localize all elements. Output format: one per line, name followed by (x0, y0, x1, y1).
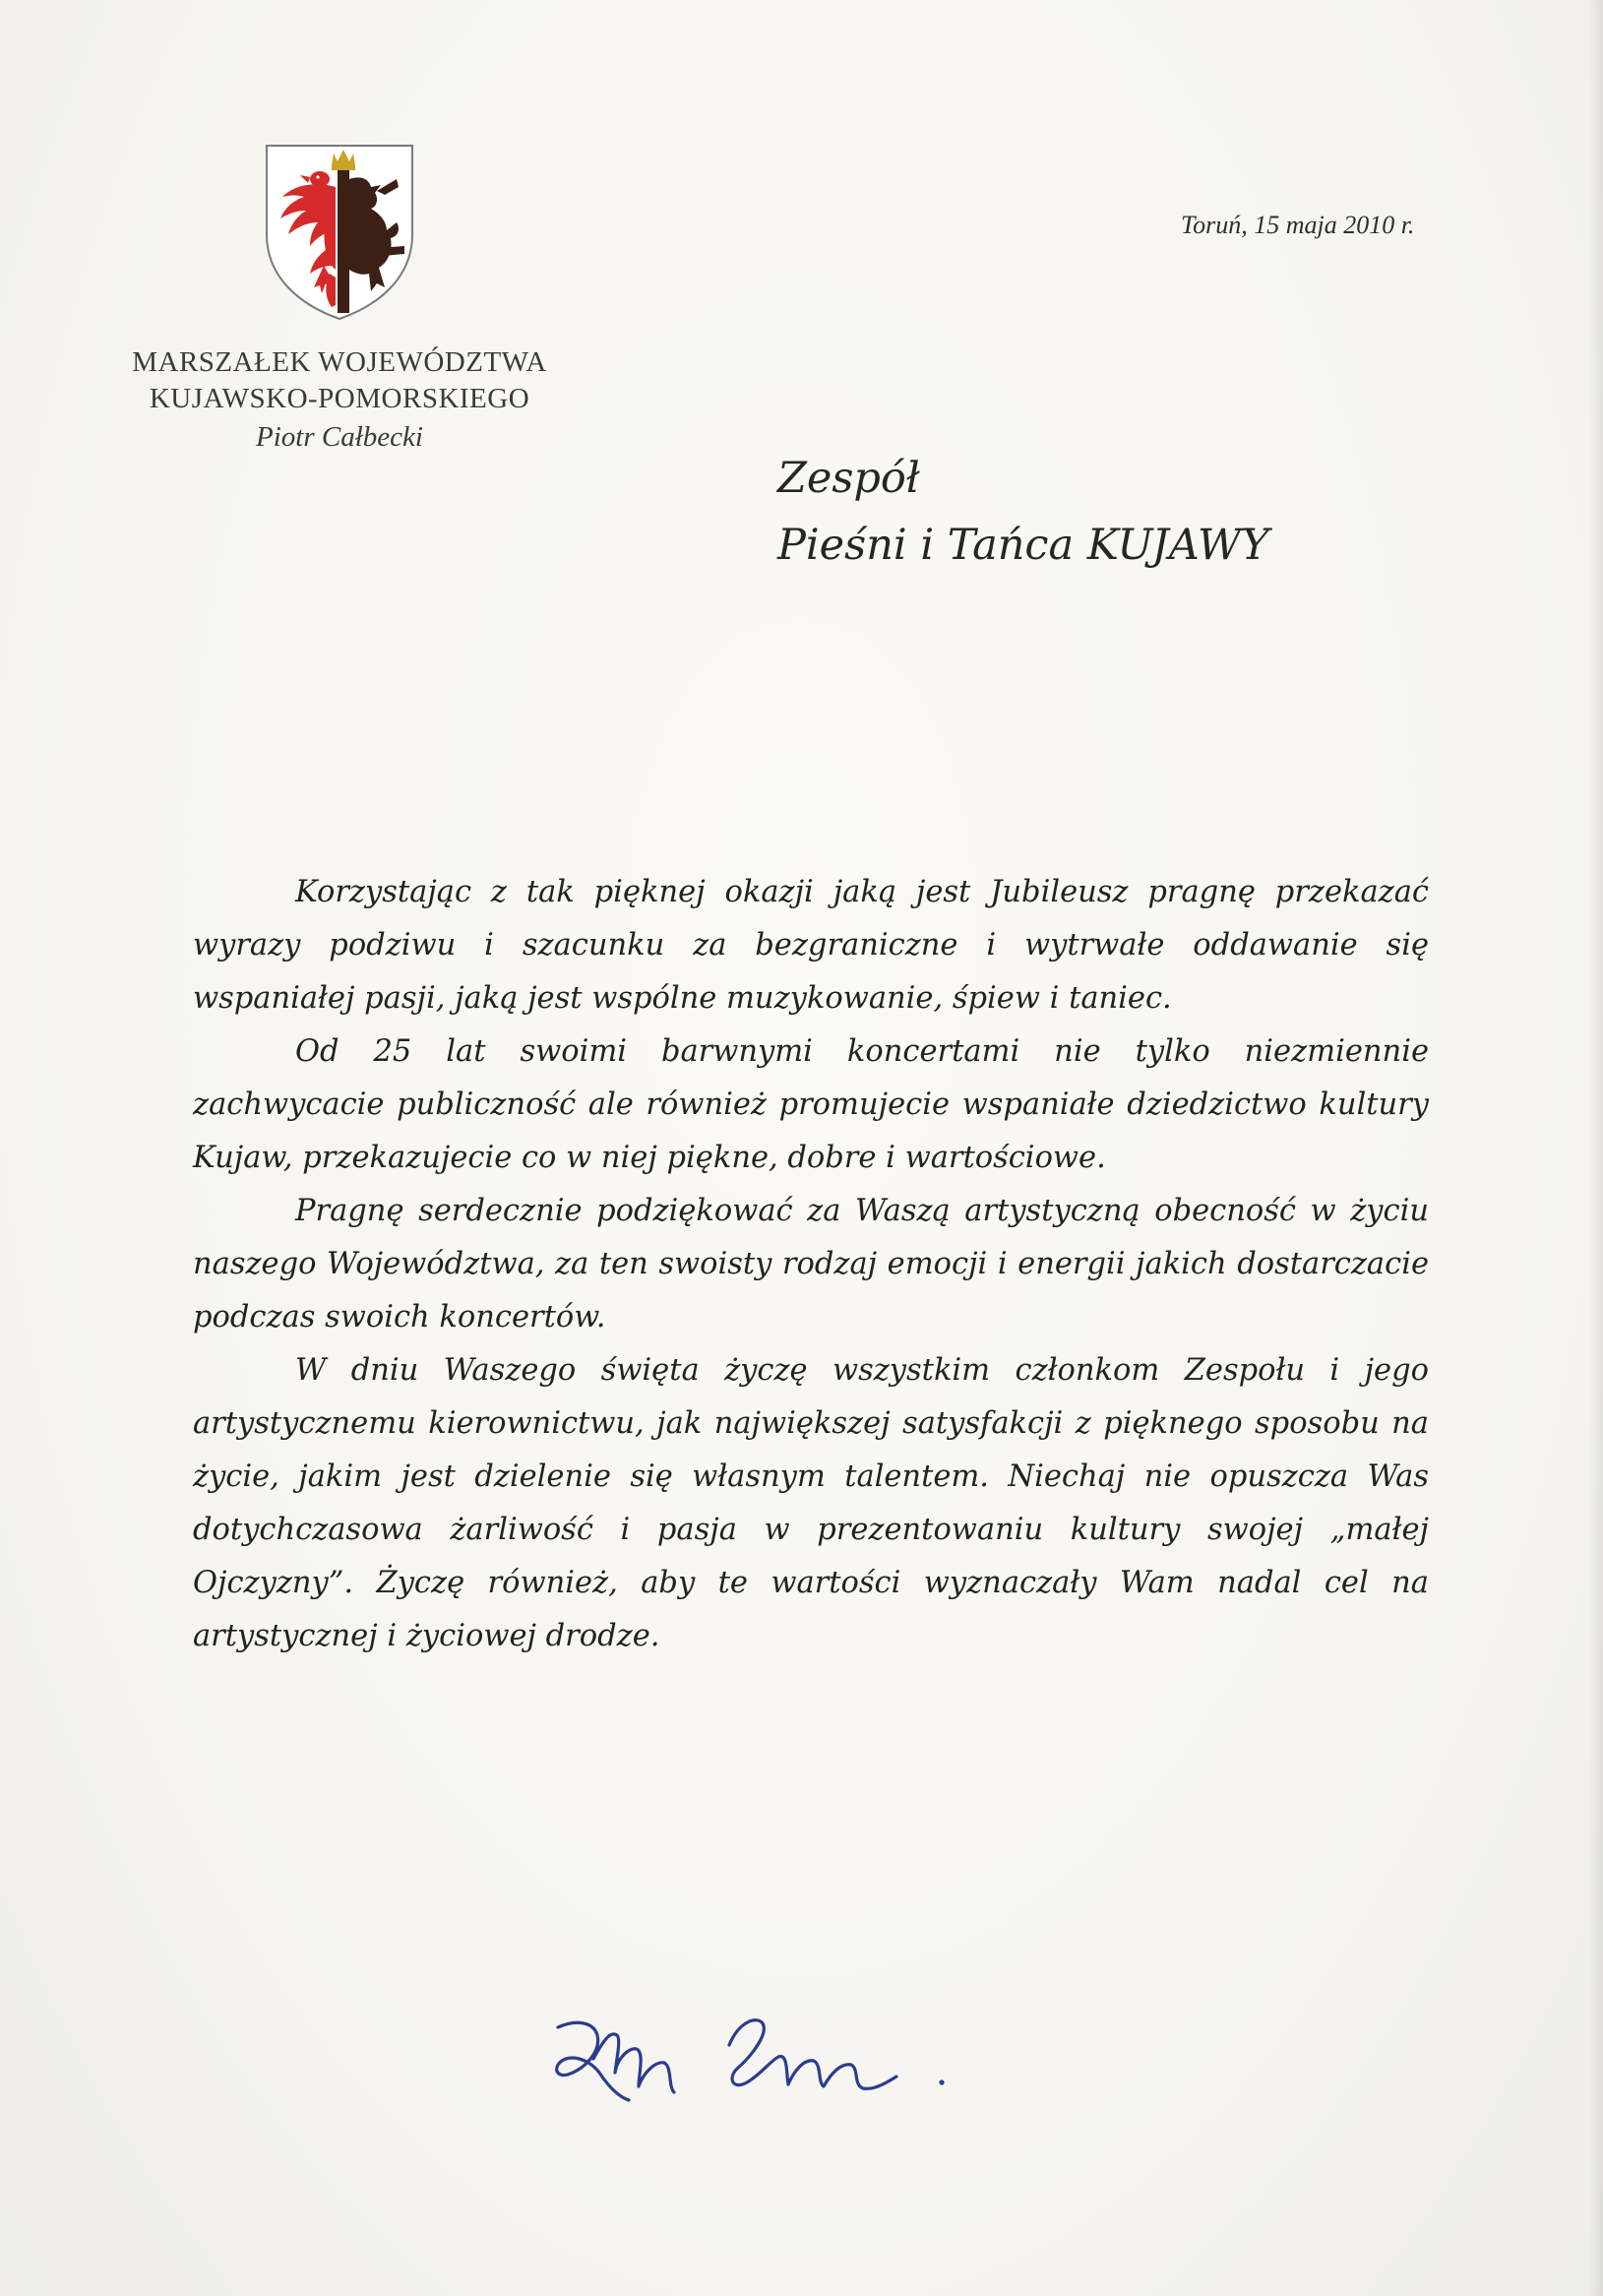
letterhead-title-line2: KUJAWSKO-POMORSKIEGO (149, 383, 530, 414)
recipient-line1: Zespół (777, 454, 920, 503)
signature-icon (546, 1998, 1009, 2126)
recipient-block (777, 445, 1269, 579)
body-paragraph: W dniu Waszego święta życzę wszystkim członkom Zespołu i jego artystycznemu kierownictwu, jak największej satysfakcji z pięknego sposobu na życie, jakim jest dzielenie się własnym talentem. Niechaj nie opuszcza Was dotychczasowa żarliwość i pasja w prezentowaniu kultury swojej „małej Ojczyzny”. Życzę również, aby te wartości wyznaczały Wam nadal cel na artystycznej i życiowej drodze. (193, 1353, 1429, 1653)
paper-edge-shadow (1589, 0, 1603, 2296)
body-paragraph: Od 25 lat swoimi barwnymi koncertami nie tylko niezmiennie zachwycacie publiczność ale również promujecie wspaniałe dziedzictwo kultury Kujaw, przekazujecie co w niej piękne, dobre i wartościowe. (193, 1034, 1429, 1175)
coat-of-arms-icon (261, 140, 418, 323)
letterhead-title-line1: MARSZAŁEK WOJEWÓDZTWA (132, 346, 547, 378)
recipient-line2: Pieśni i Tańca KUJAWY (777, 521, 1269, 570)
letter-body (193, 866, 1429, 1663)
letter-date: Toruń, 15 maja 2010 r. (1181, 211, 1415, 239)
body-paragraph: Korzystając z tak pięknej okazji jaką jest Jubileusz pragnę przekazać wyrazy podziwu i szacunku za bezgraniczne i wytrwałe oddawanie się wspaniałej pasji, jaką jest wspólne muzykowanie, śpiew i taniec. (193, 875, 1429, 1016)
letterhead-author: Piotr Całbecki (256, 421, 423, 453)
letterhead (79, 344, 600, 456)
body-paragraph: Pragnę serdecznie podziękować za Waszą artystyczną obecność w życiu naszego Województwa, za ten swoisty rodzaj emocji i energii jakich dostarczacie podczas swoich koncertów. (193, 1194, 1429, 1334)
